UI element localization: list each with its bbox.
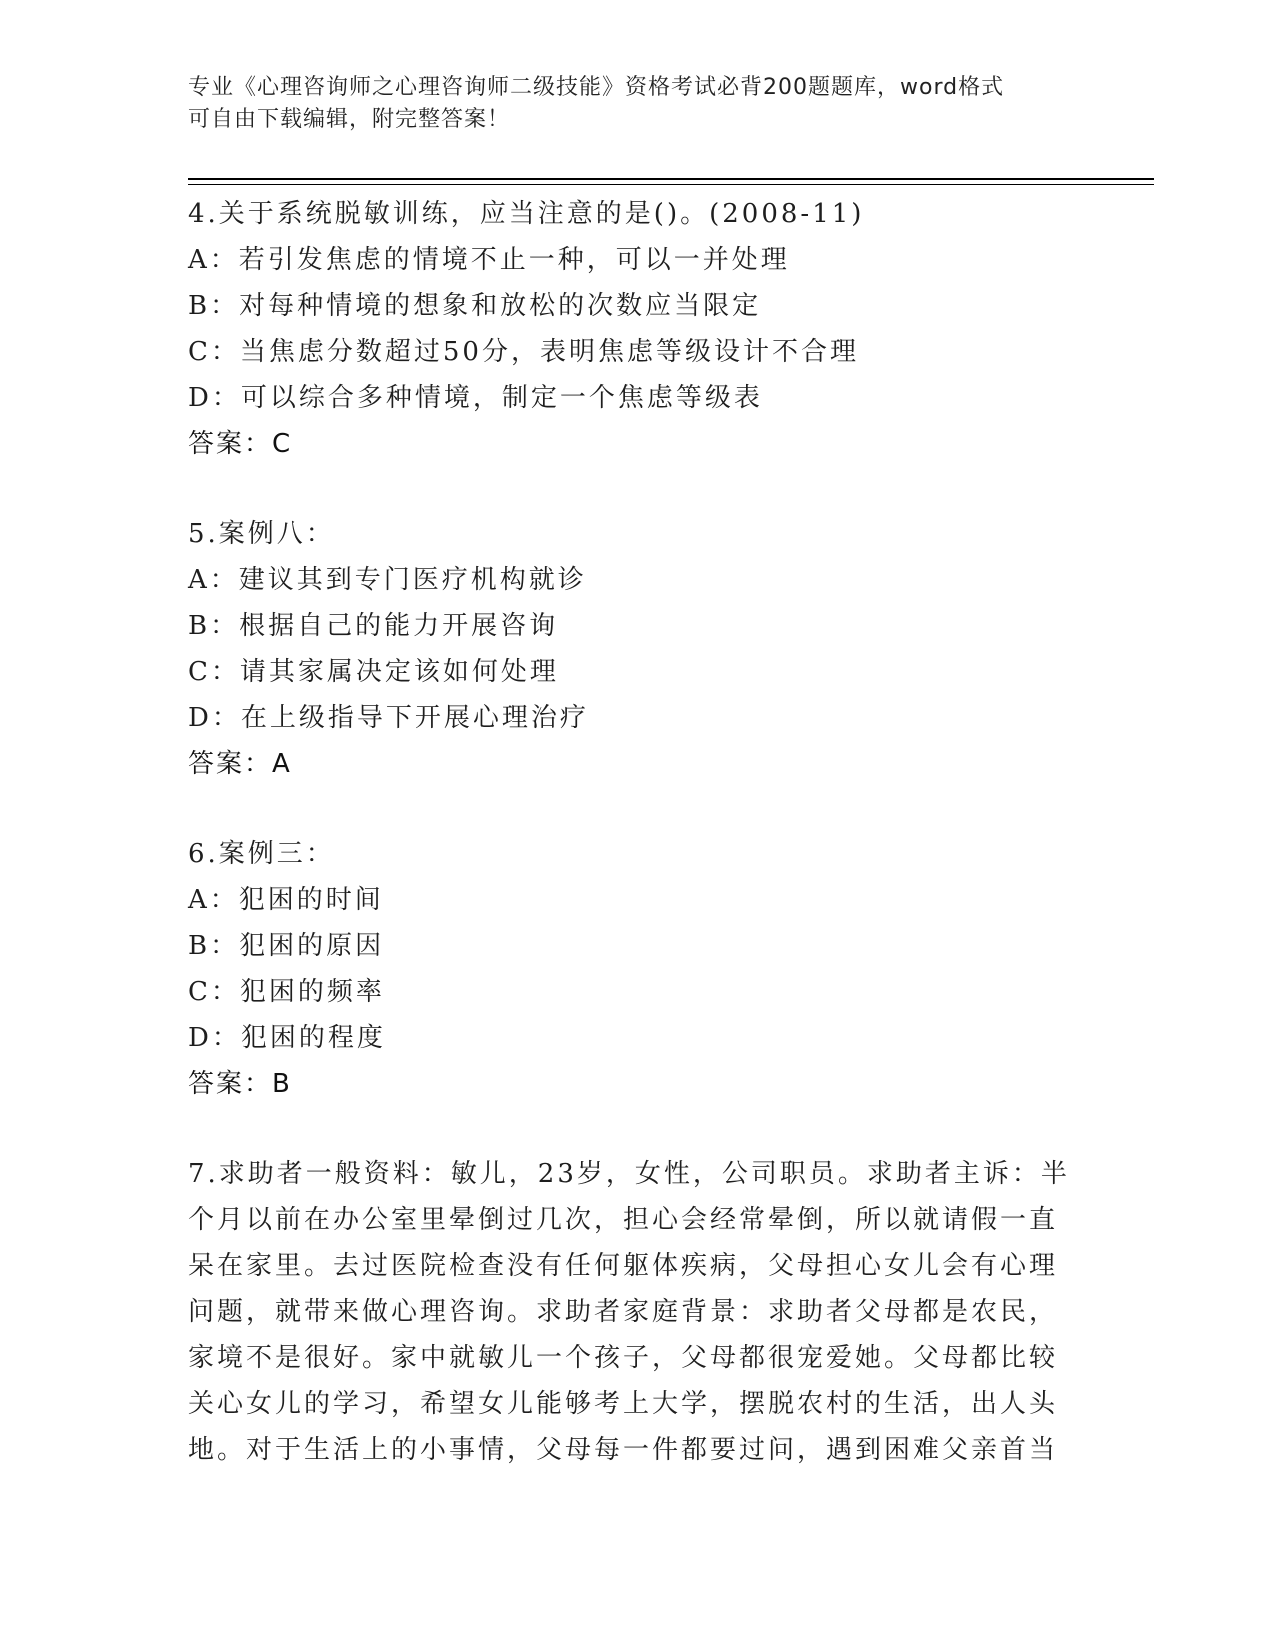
question-stem: 5.案例八： [188,519,335,549]
spacer [188,787,1068,831]
paragraph-line: 问题，就带来做心理咨询。求助者家庭背景：求助者父母都是农民， [188,1297,1059,1327]
paragraph-line: 呆在家里。去过医院检查没有任何躯体疾病，父母担心女儿会有心理 [188,1251,1059,1281]
option-b: B：对每种情境的想象和放松的次数应当限定 [188,291,762,321]
answer: 答案：A [188,749,292,779]
header-line-1: 专业《心理咨询师之心理咨询师二级技能》资格考试必背200题题库，word格式 [188,75,1005,100]
option-d: D：在上级指导下开展心理治疗 [188,703,589,733]
option-a: A：建议其到专门医疗机构就诊 [188,565,587,595]
question-7-paragraph [188,1151,1068,1473]
option-d: D：可以综合多种情境，制定一个焦虑等级表 [188,383,763,413]
question-stem: 4.关于系统脱敏训练，应当注意的是()。(2008-11) [188,199,865,229]
option-b: B：犯困的原因 [188,931,385,961]
paragraph-line: 地。对于生活上的小事情，父母每一件都要过问，遇到困难父亲首当 [188,1435,1059,1465]
option-d: D：犯困的程度 [188,1023,386,1053]
option-c: C：犯困的频率 [188,977,385,1007]
paragraph-line: 个月以前在办公室里晕倒过几次，担心会经常晕倒，所以就请假一直 [188,1205,1059,1235]
spacer [188,1107,1068,1151]
paragraph-line: 7.求助者一般资料：敏儿，23岁，女性，公司职员。求助者主诉：半 [188,1159,1070,1189]
question-6 [188,831,1068,1107]
document-header [188,72,1068,136]
question-4 [188,191,1068,467]
question-5 [188,511,1068,787]
question-list [188,191,1068,1473]
answer: 答案：C [188,429,293,459]
option-c: C：请其家属决定该如何处理 [188,657,559,687]
spacer [188,467,1068,511]
paragraph-line: 关心女儿的学习，希望女儿能够考上大学，摆脱农村的生活，出人头 [188,1389,1059,1419]
header-divider-thin [188,184,1154,185]
option-b: B：根据自己的能力开展咨询 [188,611,559,641]
answer: 答案：B [188,1069,292,1099]
option-a: A：若引发焦虑的情境不止一种，可以一并处理 [188,245,790,275]
header-divider-thick [188,178,1154,180]
option-c: C：当焦虑分数超过50分，表明焦虑等级设计不合理 [188,337,859,367]
paragraph-line: 家境不是很好。家中就敏儿一个孩子，父母都很宠爱她。父母都比较 [188,1343,1059,1373]
option-a: A：犯困的时间 [188,885,384,915]
question-stem: 6.案例三： [188,839,335,869]
header-line-2: 可自由下载编辑，附完整答案！ [188,107,511,132]
